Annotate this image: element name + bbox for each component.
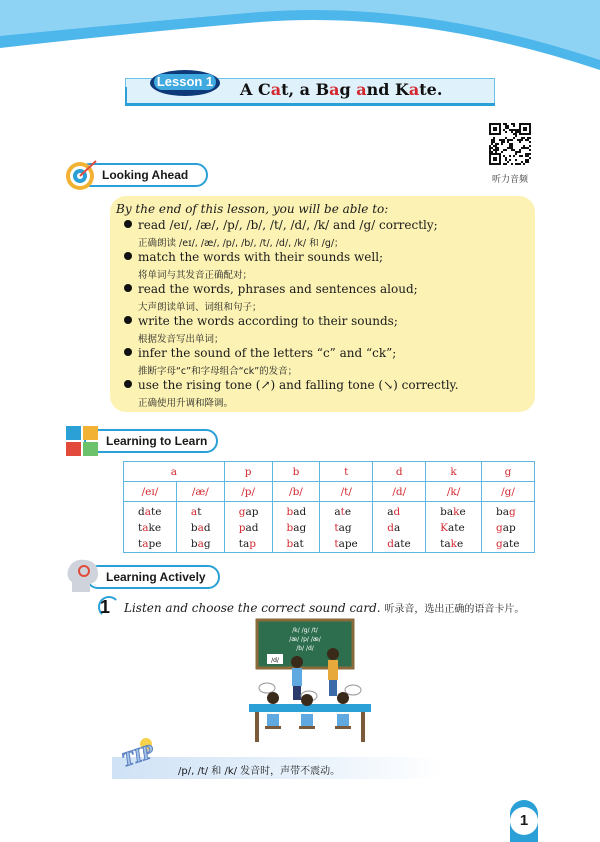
lesson-banner-underline <box>125 103 495 106</box>
objective-text: use the rising tone (↗) and falling tone (↘) correctly. <box>138 378 459 392</box>
objective-item <box>124 378 459 392</box>
bullet-icon <box>124 220 132 228</box>
example-word: Kate <box>440 522 465 534</box>
objective-item <box>124 218 438 232</box>
example-word: ate <box>334 506 352 518</box>
head-icon <box>64 556 102 594</box>
example-words-cell <box>272 502 320 553</box>
bullet-icon <box>124 316 132 324</box>
letter-header: b <box>272 462 320 482</box>
letter-header: d <box>373 462 426 482</box>
objective-text: infer the sound of the letters “c” and “ck”; <box>138 346 397 360</box>
example-word: ad <box>387 506 401 518</box>
example-word: da <box>387 522 401 534</box>
objectives-intro: By the end of this lesson, you will be able to: <box>116 202 389 216</box>
objective-item <box>124 250 383 264</box>
looking-ahead-heading: Looking Ahead <box>102 168 189 182</box>
example-word: tape <box>334 538 358 550</box>
objective-text: read /eɪ/, /æ/, /p/, /b/, /t/, /d/, /k/ and /g/ correctly; <box>138 218 438 232</box>
objective-translation: 推断字母“c”和字母组合“ck”的发音； <box>138 366 298 377</box>
board-text-3: /b/ /d/ <box>296 645 314 652</box>
sound-header: /eɪ/ <box>124 482 177 502</box>
header-wave <box>0 0 600 80</box>
example-words-cell <box>176 502 224 553</box>
objective-item <box>124 314 398 328</box>
example-word: bag <box>190 538 211 550</box>
example-word: date <box>387 538 411 550</box>
example-words-cell <box>224 502 272 553</box>
lesson-banner-tick <box>125 87 127 105</box>
example-word: bag <box>286 522 307 534</box>
objective-item <box>124 346 396 360</box>
objective-translation: 大声朗读单词、词组和句子； <box>138 302 262 313</box>
lesson-title-part: t, a B <box>281 80 330 99</box>
example-word: tape <box>138 538 162 550</box>
example-word: pad <box>238 522 259 534</box>
example-word: gate <box>496 538 520 550</box>
sound-header: /æ/ <box>176 482 224 502</box>
lesson-title-part: nd K <box>366 80 409 99</box>
sound-header: /p/ <box>224 482 272 502</box>
objective-translation: 正确朗读 /eɪ/, /æ/, /p/, /b/, /t/, /d/, /k/ 和 /g/； <box>138 238 344 249</box>
example-word: bad <box>190 522 211 534</box>
page-number: 1 <box>510 807 538 835</box>
sound-header: /k/ <box>426 482 482 502</box>
example-word: bad <box>286 506 307 518</box>
example-word: bag <box>496 506 516 518</box>
activity-instruction <box>124 600 524 615</box>
tip-label: TIP <box>119 740 157 772</box>
sound-header: /b/ <box>272 482 320 502</box>
lesson-title-part: a <box>329 80 340 99</box>
lesson-title-part: A C <box>240 80 271 99</box>
classroom-illustration <box>245 618 375 746</box>
bullet-icon <box>124 284 132 292</box>
learning-actively-heading: Learning Actively <box>106 570 206 584</box>
letter-header: k <box>426 462 482 482</box>
objective-translation: 将单词与其发音正确配对； <box>138 270 253 281</box>
activity-instruction-en: Listen and choose the correct sound card. <box>124 601 381 615</box>
example-word: take <box>440 538 464 550</box>
example-word: at <box>190 506 202 518</box>
sound-header: /d/ <box>373 482 426 502</box>
example-word: tap <box>238 538 256 550</box>
lesson-title-part: te. <box>419 80 443 99</box>
bullet-icon <box>124 348 132 356</box>
qr-label: 听力音频 <box>491 175 528 185</box>
board-text-1: /k/ /g/ /t/ <box>292 627 318 634</box>
example-words-cell <box>373 502 426 553</box>
letter-header: g <box>482 462 535 482</box>
objective-translation: 正确使用升调和降调。 <box>138 398 234 409</box>
example-word: bake <box>440 506 466 518</box>
activity-number: 1 <box>100 597 111 617</box>
example-word: take <box>138 522 162 534</box>
objective-translation: 根据发音写出单词； <box>138 334 224 345</box>
lesson-title <box>240 80 442 99</box>
objective-text: read the words, phrases and sentences aloud; <box>138 282 418 296</box>
puzzle-icon <box>64 424 100 458</box>
objective-text: match the words with their sounds well; <box>138 250 384 264</box>
example-word: gap <box>496 522 516 534</box>
example-word: gap <box>238 506 259 518</box>
lesson-title-part: a <box>408 80 420 99</box>
example-word: tag <box>334 522 352 534</box>
bullet-icon <box>124 380 132 388</box>
learning-to-learn-heading: Learning to Learn <box>106 434 208 448</box>
qr-code-icon[interactable] <box>488 122 532 166</box>
letter-header: p <box>224 462 272 482</box>
objective-text: write the words according to their sounds; <box>138 314 398 328</box>
objective-item <box>124 282 418 296</box>
sound-card-text: /d/ <box>271 657 279 664</box>
example-word: date <box>138 506 162 518</box>
example-words-cell <box>320 502 373 553</box>
letter-header: a <box>124 462 225 482</box>
lesson-title-part: g <box>339 80 357 99</box>
example-words-cell <box>482 502 535 553</box>
lesson-title-part: a <box>356 80 367 99</box>
board-text-2: /æ/ /p/ /æ/ <box>289 636 321 643</box>
phonics-table <box>123 461 535 553</box>
tip-text: /p/, /t/ 和 /k/ 发音时，声带不震动。 <box>178 766 341 777</box>
sound-header: /g/ <box>482 482 535 502</box>
example-words-cell <box>124 502 177 553</box>
bullet-icon <box>124 252 132 260</box>
lesson-title-part: a <box>270 80 282 99</box>
letter-header: t <box>320 462 373 482</box>
example-word: bat <box>286 538 304 550</box>
lesson-label: Lesson 1 <box>154 74 216 90</box>
example-words-cell <box>426 502 482 553</box>
sound-header: /t/ <box>320 482 373 502</box>
target-icon <box>64 158 100 192</box>
activity-instruction-cn: 听录音，选出正确的语音卡片。 <box>384 604 525 615</box>
